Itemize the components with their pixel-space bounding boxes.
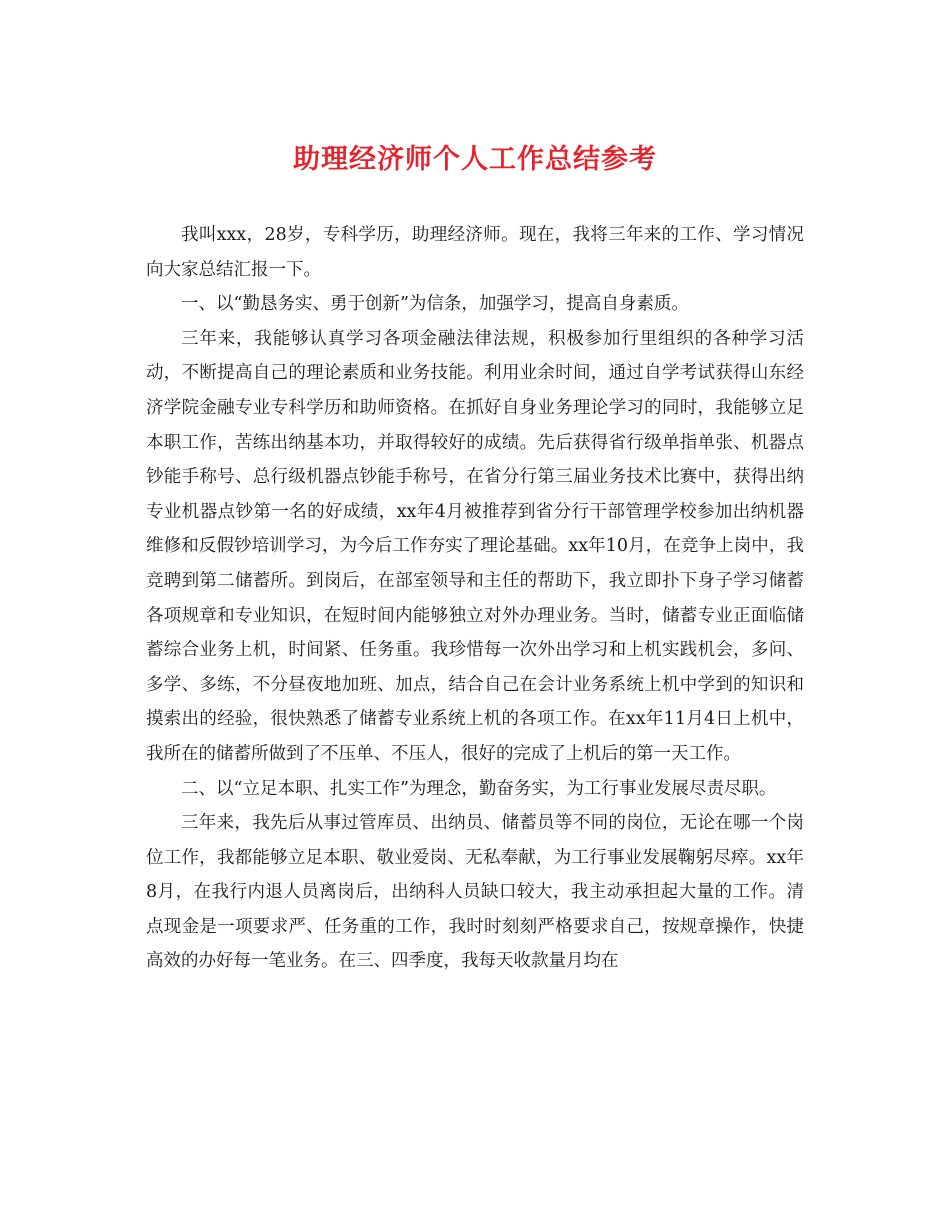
document-title: 助理经济师个人工作总结参考 [293, 144, 657, 175]
paragraph-heading-1: 一、以“勤恳务实、勇于创新”为信条，加强学习，提高自身素质。 [181, 294, 689, 315]
paragraph-work: 三年来，我先后从事过管库员、出纳员、储蓄员等不同的岗位，无论在哪一个岗位工作，我都能够立足本职、敬业爱岗、无私奉献，为工行事业发展鞠躬尽瘁。xx年8月，在我行内退人员离岗后，出纳科人员缺口较大，我主动承担起大量的工作。清点现金是一项要求严、任务重的工作，我时时刻刻严格要求自己，按规章操作，快捷高效的办好每一笔业务。在三、四季度，我每天收款量月均在 [146, 813, 804, 972]
paragraph-heading-2: 二、以“立足本职、扎实工作”为理念，勤奋务实，为工行事业发展尽责尽职。 [181, 778, 777, 799]
paragraph-intro: 我叫xxx，28岁，专科学历，助理经济师。现在，我将三年来的工作、学习情况向大家总结汇报一下。 [146, 225, 804, 280]
paragraph-study: 三年来，我能够认真学习各项金融法律法规，积极参加行里组织的各种学习活动，不断提高自己的理论素质和业务技能。利用业余时间，通过自学考试获得山东经济学院金融专业专科学历和助师资格。在抓好自身业务理论学习的同时，我能够立足本职工作，苦练出纳基本功，并取得较好的成绩。先后获得省行级单指单张、机器点钞能手称号、总行级机器点钞能手称号，在省分行第三届业务技术比赛中，获得出纳专业机器点钞第一名的好成绩，xx年4月被推荐到省分行干部管理学校参加出纳机器维修和反假钞培训学习，为今后工作夯实了理论基础。xx年10月，在竞争上岗中，我竞聘到第二储蓄所。到岗后，在部室领导和主任的帮助下，我立即扑下身子学习储蓄各项规章和专业知识，在短时间内能够独立对外办理业务。当时，储蓄专业正面临储蓄综合业务上机，时间紧、任务重。我珍惜每一次外出学习和上机实践机会，多问、多学、多练，不分昼夜地加班、加点，结合自己在会计业务系统上机中学到的知识和摸索出的经验，很快熟悉了储蓄专业系统上机的各项工作。在xx年11月4日上机中，我所在的储蓄所做到了不压单、不压人，很好的完成了上机后的第一天工作。 [146, 328, 804, 764]
document-body [146, 218, 804, 979]
